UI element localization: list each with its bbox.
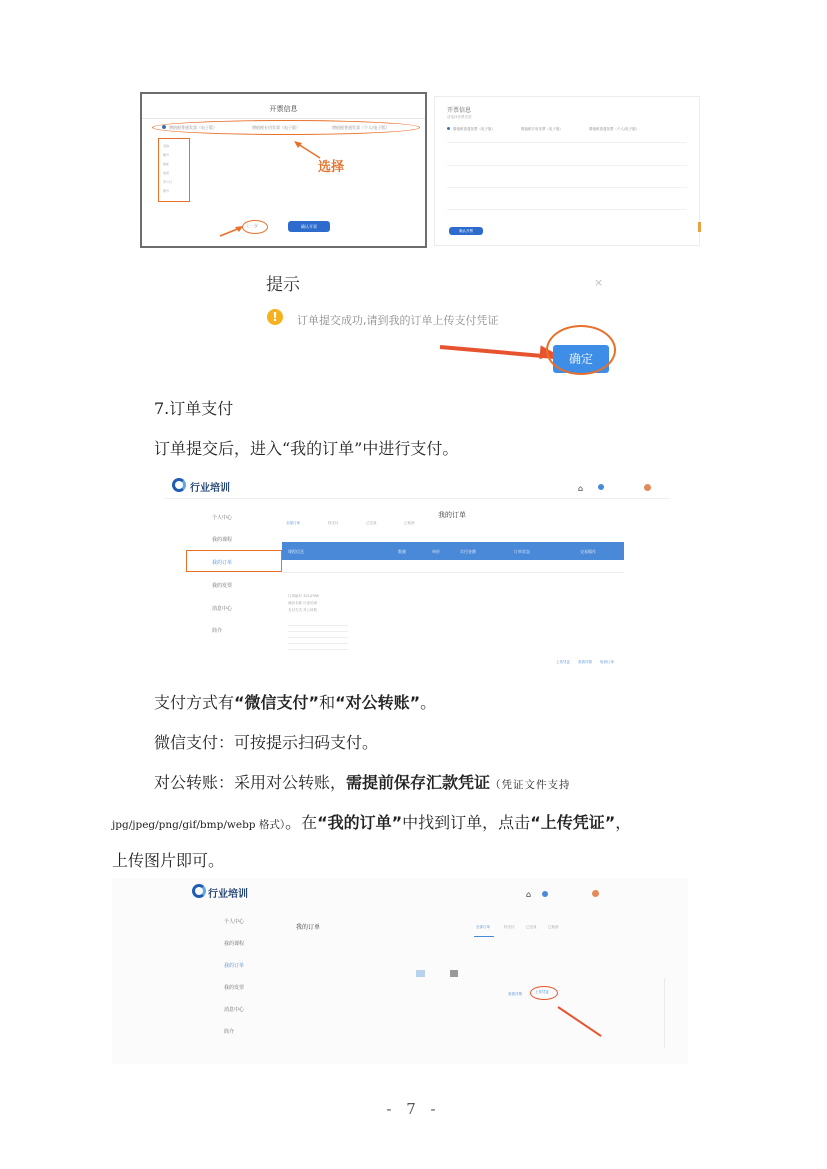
tab-all[interactable]: 全部订单 bbox=[476, 925, 490, 929]
tab-pending[interactable]: 待支付 bbox=[504, 925, 515, 929]
my-orders-screenshot bbox=[164, 470, 670, 678]
divider bbox=[282, 572, 624, 573]
radio-selected-icon bbox=[447, 127, 450, 130]
details-link[interactable]: 查看详情 bbox=[578, 660, 592, 664]
order-details-block bbox=[288, 620, 348, 654]
sidebar-item-profile[interactable]: 个人中心 bbox=[212, 515, 233, 521]
invoice-option-2[interactable]: 增值税专用发票（电子版） bbox=[252, 125, 300, 130]
tab-pending[interactable]: 待支付 bbox=[328, 521, 339, 525]
text: 。在 bbox=[285, 813, 318, 832]
message-icon[interactable] bbox=[598, 484, 604, 490]
sidebar-highlight-box bbox=[186, 550, 282, 572]
my-orders-upload-screenshot bbox=[112, 878, 688, 1064]
wechat-paragraph: 微信支付：可按提示扫码支付。 bbox=[154, 733, 379, 752]
my-orders-term: “我的订单” bbox=[317, 813, 403, 832]
sidebar-item-about[interactable]: 简介 bbox=[224, 1029, 235, 1035]
upload-voucher-term: “上传凭证” bbox=[530, 813, 616, 832]
orders-table-header bbox=[282, 542, 624, 560]
cancel-link[interactable]: 取消订单 bbox=[600, 660, 614, 664]
order-row: 商品名称 行业培训 bbox=[288, 601, 318, 605]
tab-cancelled[interactable]: 已取消 bbox=[548, 925, 559, 929]
upload-link[interactable]: 上传凭证 bbox=[556, 660, 570, 664]
divider bbox=[447, 209, 687, 210]
transfer-paragraph-line-2 bbox=[112, 810, 631, 833]
list-item: 税号 bbox=[163, 153, 170, 157]
ok-button[interactable]: 确定 bbox=[553, 345, 609, 373]
active-tab-indicator bbox=[474, 936, 494, 937]
text: 对公转账：采用对公转账， bbox=[154, 773, 347, 792]
avatar[interactable] bbox=[644, 484, 651, 491]
invoice-option-3[interactable]: 增值税普通发票（个人/电子版） bbox=[332, 125, 390, 130]
tab-done[interactable]: 已完成 bbox=[366, 521, 377, 525]
list-item: 名称 bbox=[163, 144, 170, 148]
pay-methods-paragraph bbox=[154, 690, 436, 713]
page-title: 我的订单 bbox=[438, 511, 466, 519]
divider bbox=[164, 498, 670, 499]
avatar[interactable] bbox=[592, 890, 599, 897]
invoice-option-1[interactable]: 增值税普通发票（电子版） bbox=[453, 127, 495, 131]
arrow-icon bbox=[218, 224, 244, 238]
sidebar-item-about[interactable]: 简介 bbox=[212, 628, 223, 634]
ok-button-highlight bbox=[546, 325, 616, 375]
select-annotation: 选择 bbox=[318, 160, 345, 175]
order-row: 支付方式 对公转账 bbox=[288, 608, 318, 612]
column-header: 实付金额 bbox=[460, 549, 476, 554]
warning-icon: ! bbox=[267, 309, 283, 325]
sidebar-item-messages[interactable]: 消息中心 bbox=[224, 1007, 245, 1013]
divider bbox=[142, 118, 425, 119]
text: 支付方式有 bbox=[154, 693, 235, 712]
thumbnail bbox=[450, 970, 458, 977]
home-icon[interactable]: ⌂ bbox=[526, 890, 532, 899]
column-header: 数量 bbox=[398, 549, 406, 554]
sidebar-item-profile[interactable]: 个人中心 bbox=[224, 919, 245, 925]
invoice-fields-box bbox=[158, 138, 190, 202]
transfer-paragraph-line-1 bbox=[154, 770, 571, 793]
section-intro: 订单提交后，进入“我的订单”中进行支付。 bbox=[154, 439, 459, 458]
sidebar-item-courses[interactable]: 我的课程 bbox=[224, 941, 245, 947]
wechat-pay-term: “微信支付” bbox=[234, 693, 320, 712]
upload-voucher-button[interactable]: 上传凭证 bbox=[535, 990, 549, 994]
radio-selected-icon bbox=[162, 125, 166, 129]
sidebar-item-messages[interactable]: 消息中心 bbox=[212, 606, 233, 612]
list-item: 账号 bbox=[163, 189, 170, 193]
section-heading: 7.订单支付 bbox=[154, 399, 234, 418]
logo-icon bbox=[172, 478, 186, 492]
sidebar-item-orders[interactable]: 我的订单 bbox=[224, 963, 245, 969]
message-icon[interactable] bbox=[542, 891, 548, 897]
confirm-invoice-button[interactable]: 确认开票 bbox=[288, 221, 330, 232]
sidebar-item-courses[interactable]: 我的课程 bbox=[212, 537, 233, 543]
view-details-button[interactable]: 查看详情 bbox=[508, 992, 522, 996]
prev-button[interactable]: 上一步 bbox=[246, 223, 258, 228]
transfer-term: “对公转账” bbox=[335, 693, 421, 712]
sidebar-item-invoices[interactable]: 我的发票 bbox=[212, 583, 233, 589]
thumbnail bbox=[416, 970, 425, 977]
column-header: 课程信息 bbox=[288, 549, 304, 554]
text: 中找到订单，点击 bbox=[402, 813, 531, 832]
transfer-paragraph-line-3: 上传图片即可。 bbox=[112, 851, 225, 870]
site-logo: 行业培训 bbox=[190, 483, 230, 494]
order-row: 订单编号 3214768 bbox=[288, 594, 319, 598]
dialog-message: 订单提交成功,请到我的订单上传支付凭证 bbox=[297, 314, 499, 327]
home-icon[interactable]: ⌂ bbox=[578, 484, 584, 493]
invoice-info-title: 开票信息 bbox=[447, 107, 472, 114]
page-number: - 7 - bbox=[386, 1100, 441, 1118]
invoice-form-title: 开票信息 bbox=[269, 105, 298, 113]
column-header: 单价 bbox=[432, 549, 440, 554]
invoice-info-screenshot bbox=[434, 96, 700, 246]
divider bbox=[447, 142, 687, 143]
confirm-invoice-button[interactable]: 确认开票 bbox=[449, 227, 483, 235]
column-header: 交易操作 bbox=[580, 549, 596, 554]
invoice-option-2[interactable]: 增值税专用发票（电子版） bbox=[521, 127, 563, 131]
column-header: 订单状态 bbox=[514, 549, 530, 554]
text: ， bbox=[615, 813, 632, 832]
divider bbox=[447, 187, 687, 188]
invoice-form-screenshot bbox=[140, 92, 427, 248]
list-item: 开户行 bbox=[163, 180, 173, 184]
close-icon[interactable]: × bbox=[594, 276, 604, 289]
tab-all[interactable]: 全部订单 bbox=[286, 521, 300, 525]
list-item: 电话 bbox=[163, 171, 170, 175]
divider bbox=[447, 165, 687, 166]
page-title: 我的订单 bbox=[296, 924, 321, 931]
tab-done[interactable]: 已完成 bbox=[526, 925, 537, 929]
save-voucher-term: 需提前保存汇款凭证 bbox=[346, 773, 491, 792]
right-toolbar bbox=[664, 978, 674, 1048]
sidebar-item-invoices[interactable]: 我的发票 bbox=[224, 985, 245, 991]
site-logo: 行业培训 bbox=[208, 889, 248, 900]
sidebar-item-orders[interactable]: 我的订单 bbox=[212, 560, 233, 566]
scrollbar-mark bbox=[698, 222, 701, 232]
tab-cancelled[interactable]: 已取消 bbox=[404, 521, 415, 525]
logo-icon bbox=[192, 884, 206, 898]
arrow-icon bbox=[557, 1006, 601, 1037]
text: 和 bbox=[319, 693, 336, 712]
text: 。 bbox=[420, 693, 437, 712]
invoice-option-3[interactable]: 增值税普通发票（个人/电子版） bbox=[589, 127, 640, 131]
invoice-option-1[interactable]: 增值税普通发票（电子版） bbox=[169, 125, 217, 130]
invoice-info-subtitle: 请选择发票类型 bbox=[447, 115, 472, 119]
dialog-title: 提示 bbox=[266, 275, 300, 295]
format-note: （凭证文件支持 bbox=[490, 779, 571, 791]
list-item: 地址 bbox=[163, 162, 170, 166]
format-note: jpg/jpeg/png/gif/bmp/webp 格式） bbox=[112, 819, 286, 831]
